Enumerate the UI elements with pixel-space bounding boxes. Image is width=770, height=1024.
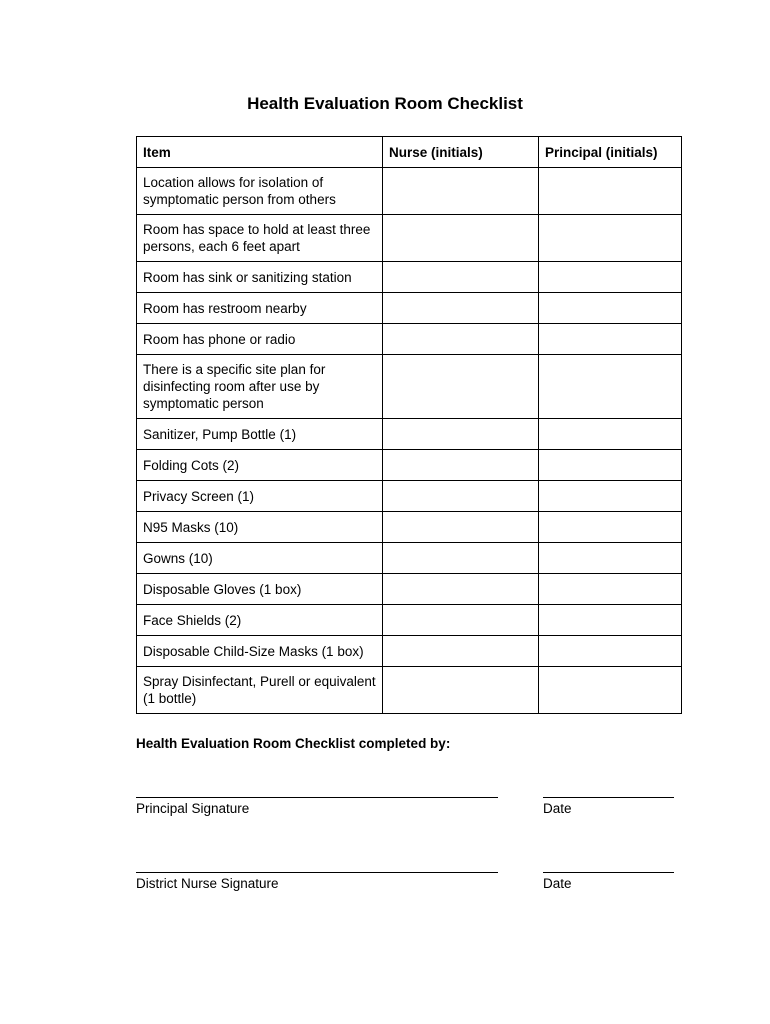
principal-initials-cell[interactable] bbox=[539, 512, 682, 543]
table-row bbox=[137, 262, 682, 293]
principal-initials-cell[interactable] bbox=[539, 355, 682, 419]
nurse-initials-cell[interactable] bbox=[383, 605, 539, 636]
principal-signature-line[interactable] bbox=[136, 797, 498, 798]
item-cell: Sanitizer, Pump Bottle (1) bbox=[137, 419, 383, 450]
nurse-initials-cell[interactable] bbox=[383, 355, 539, 419]
table-row bbox=[137, 324, 682, 355]
principal-initials-cell[interactable] bbox=[539, 605, 682, 636]
nurse-signature-line[interactable] bbox=[136, 872, 498, 873]
item-cell: Room has restroom nearby bbox=[137, 293, 383, 324]
principal-date-line[interactable] bbox=[543, 797, 674, 798]
table-row bbox=[137, 667, 682, 714]
table-row bbox=[137, 574, 682, 605]
nurse-initials-cell[interactable] bbox=[383, 481, 539, 512]
principal-initials-cell[interactable] bbox=[539, 450, 682, 481]
principal-initials-cell[interactable] bbox=[539, 324, 682, 355]
nurse-initials-cell[interactable] bbox=[383, 324, 539, 355]
nurse-initials-cell[interactable] bbox=[383, 574, 539, 605]
item-cell: Disposable Child-Size Masks (1 box) bbox=[137, 636, 383, 667]
item-cell: Gowns (10) bbox=[137, 543, 383, 574]
nurse-initials-cell[interactable] bbox=[383, 543, 539, 574]
principal-initials-cell[interactable] bbox=[539, 215, 682, 262]
principal-initials-cell[interactable] bbox=[539, 574, 682, 605]
nurse-initials-cell[interactable] bbox=[383, 215, 539, 262]
nurse-initials-cell[interactable] bbox=[383, 419, 539, 450]
nurse-date-line[interactable] bbox=[543, 872, 674, 873]
item-cell: Spray Disinfectant, Purell or equivalent (1 bottle) bbox=[137, 667, 383, 714]
item-cell: There is a specific site plan for disinfecting room after use by symptomatic person bbox=[137, 355, 383, 419]
principal-date-label: Date bbox=[543, 801, 572, 816]
principal-signature-label: Principal Signature bbox=[136, 801, 250, 816]
nurse-initials-cell[interactable] bbox=[383, 512, 539, 543]
checklist-table bbox=[136, 136, 682, 714]
nurse-initials-cell[interactable] bbox=[383, 450, 539, 481]
document-title: Health Evaluation Room Checklist bbox=[247, 94, 523, 113]
item-cell: Location allows for isolation of symptomatic person from others bbox=[137, 168, 383, 215]
principal-initials-cell[interactable] bbox=[539, 667, 682, 714]
table-row bbox=[137, 293, 682, 324]
item-cell: Disposable Gloves (1 box) bbox=[137, 574, 383, 605]
table-row bbox=[137, 636, 682, 667]
item-cell: Room has space to hold at least three persons, each 6 feet apart bbox=[137, 215, 383, 262]
table-row bbox=[137, 355, 682, 419]
principal-initials-cell[interactable] bbox=[539, 543, 682, 574]
table-row bbox=[137, 168, 682, 215]
nurse-signature-label: District Nurse Signature bbox=[136, 876, 279, 891]
table-row bbox=[137, 481, 682, 512]
item-cell: Face Shields (2) bbox=[137, 605, 383, 636]
column-header-nurse: Nurse (initials) bbox=[383, 137, 539, 168]
nurse-initials-cell[interactable] bbox=[383, 168, 539, 215]
column-header-principal: Principal (initials) bbox=[539, 137, 682, 168]
principal-initials-cell[interactable] bbox=[539, 636, 682, 667]
table-row bbox=[137, 605, 682, 636]
principal-initials-cell[interactable] bbox=[539, 262, 682, 293]
principal-initials-cell[interactable] bbox=[539, 293, 682, 324]
item-cell: Privacy Screen (1) bbox=[137, 481, 383, 512]
principal-initials-cell[interactable] bbox=[539, 481, 682, 512]
nurse-initials-cell[interactable] bbox=[383, 262, 539, 293]
table-row bbox=[137, 543, 682, 574]
principal-initials-cell[interactable] bbox=[539, 419, 682, 450]
item-cell: Room has phone or radio bbox=[137, 324, 383, 355]
nurse-initials-cell[interactable] bbox=[383, 667, 539, 714]
table-header-row bbox=[137, 137, 682, 168]
nurse-initials-cell[interactable] bbox=[383, 636, 539, 667]
table-row bbox=[137, 450, 682, 481]
principal-initials-cell[interactable] bbox=[539, 168, 682, 215]
nurse-initials-cell[interactable] bbox=[383, 293, 539, 324]
item-cell: Room has sink or sanitizing station bbox=[137, 262, 383, 293]
table-row bbox=[137, 512, 682, 543]
nurse-date-label: Date bbox=[543, 876, 572, 891]
table-row bbox=[137, 419, 682, 450]
column-header-item: Item bbox=[137, 137, 383, 168]
table-row bbox=[137, 215, 682, 262]
item-cell: N95 Masks (10) bbox=[137, 512, 383, 543]
item-cell: Folding Cots (2) bbox=[137, 450, 383, 481]
completed-by-heading: Health Evaluation Room Checklist completed by: bbox=[136, 736, 451, 751]
